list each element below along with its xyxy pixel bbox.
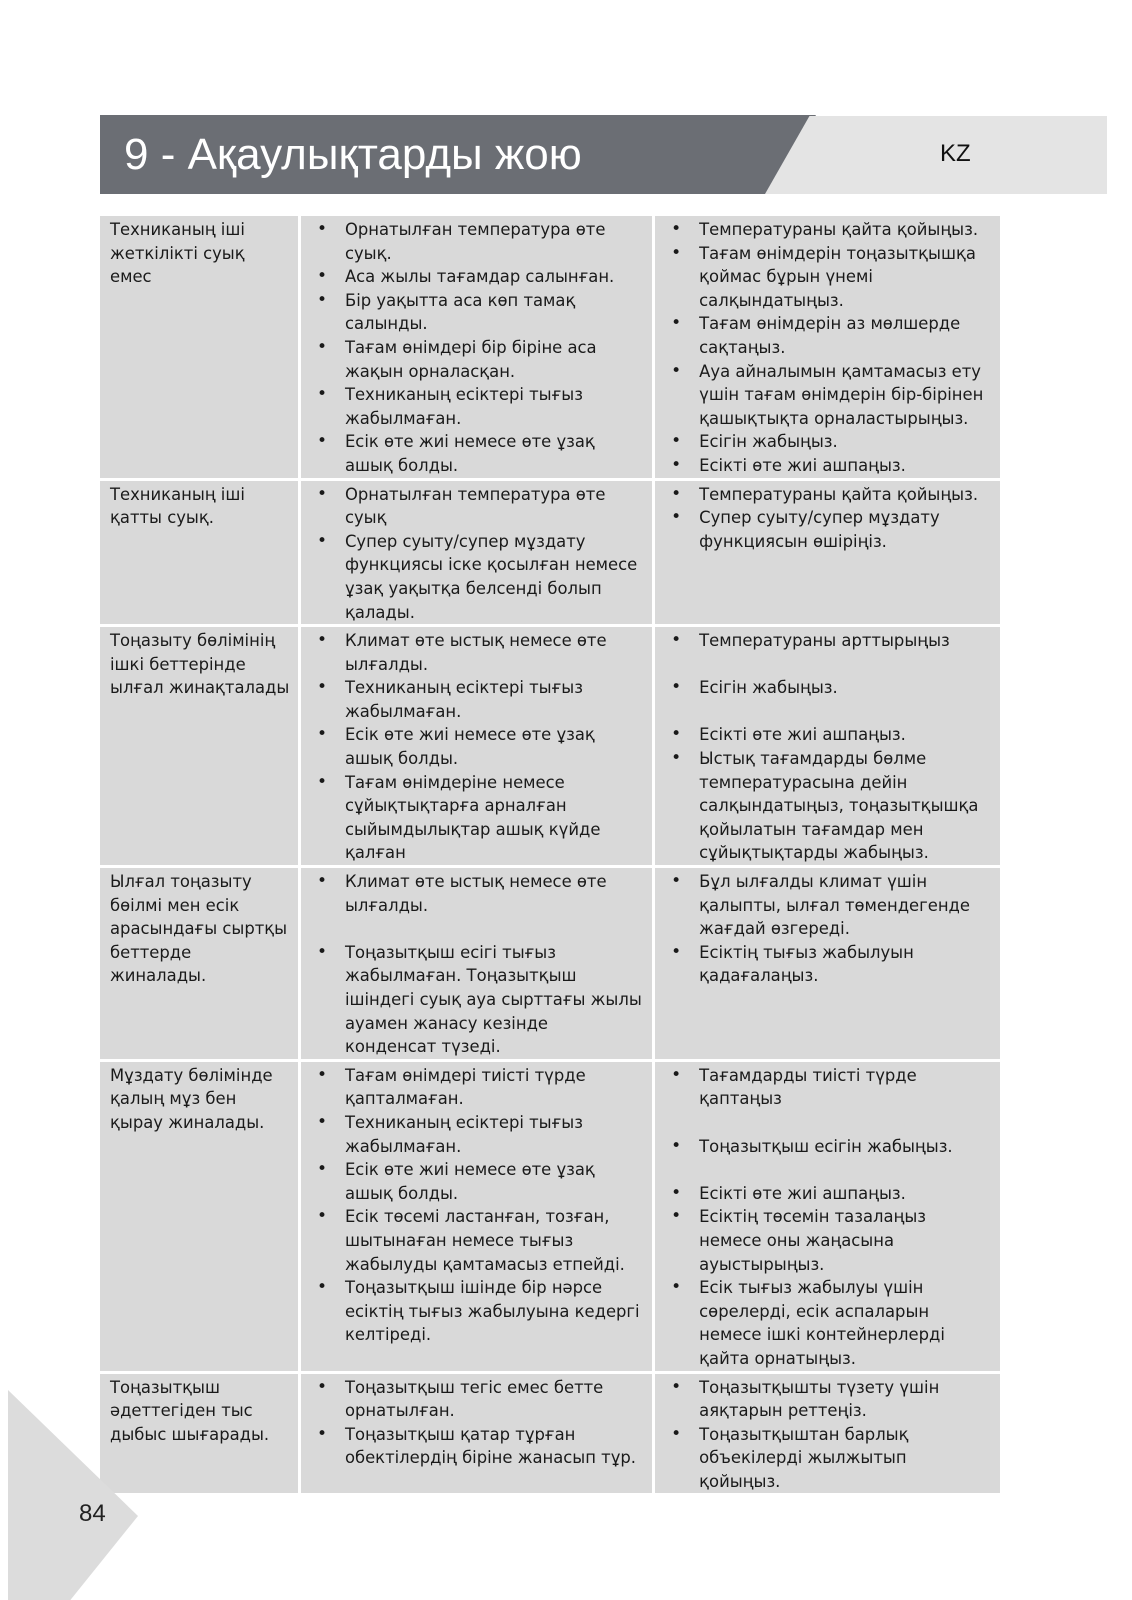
solution-cell [655, 1374, 1000, 1494]
solution-item: • Тоңазытқыштан барлық объекілерді жылжытып қойыңыз. [665, 1423, 992, 1494]
solution-list [665, 870, 992, 988]
problem-cell: Техниканың іші қатты суық. [100, 481, 298, 625]
table-row [100, 1374, 1000, 1494]
solution-item: • Есікті өте жиі ашпаңыз. [665, 454, 992, 478]
solution-item: • Бұл ылғалды климат үшін қалыпты, ылғал төмендегенде жағдай өзгереді. [665, 870, 992, 941]
cause-item: • Техниканың есіктері тығыз жабылмаған. [311, 383, 644, 430]
solution-item: • Тоңазытқыш есігін жабыңыз. [665, 1135, 992, 1159]
cause-item: • Есік өте жиі немесе өте ұзақ ашық болды. [311, 430, 644, 477]
cause-item: • Аса жылы тағамдар салынған. [311, 265, 644, 289]
solution-item: • Ыстық тағамдарды бөлме температурасына дейін салқындатыңыз, тоңазытқышқа қойылатын тағамдар мен сұйықтықтарды жабыңыз. [665, 747, 992, 865]
cause-item: • Тағам өнімдері тиісті түрде қапталмаған. [311, 1064, 644, 1111]
solution-item: • Супер суыту/супер мұздату функциясын өшіріңіз. [665, 506, 992, 553]
table-row [100, 216, 1000, 478]
cause-item: • Есік өте жиі немесе өте ұзақ ашық болды. [311, 1158, 644, 1205]
cause-item: • Орнатылған температура өте суық. [311, 218, 644, 265]
cause-list [311, 629, 644, 865]
troubleshooting-table [97, 213, 1003, 1496]
cause-item: • Тоңазытқыш тегіс емес бетте орнатылған. [311, 1376, 644, 1423]
cause-list [311, 870, 644, 1059]
cause-cell [301, 1374, 652, 1494]
cause-list [311, 483, 644, 625]
solution-item: • Температураны қайта қойыңыз. [665, 483, 992, 507]
solution-item: • Ауа айналымын қамтамасыз ету үшін тағам өнімдерін бір-бірінен қашықтықта орналастырыңыз. [665, 360, 992, 431]
solution-list [665, 218, 992, 478]
cause-list [311, 1064, 644, 1347]
solution-item: • Тағам өнімдерін тоңазытқышқа қоймас бұрын үнемі салқындатыңыз. [665, 242, 992, 313]
cause-item: • Техниканың есіктері тығыз жабылмаған. [311, 1111, 644, 1158]
solution-item: • Есік тығыз жабылуы үшін сөрелерді, есік аспаларын немесе ішкі контейнерлерді қайта орнатыңыз. [665, 1276, 992, 1370]
solution-item: • Есіктің тығыз жабылуын қадағалаңыз. [665, 941, 992, 988]
solution-list [665, 483, 992, 554]
cause-item: • Тағам өнімдері бір біріне аса жақын орналасқан. [311, 336, 644, 383]
solution-item: • Есікті өте жиі ашпаңыз. [665, 723, 992, 747]
cause-item: • Орнатылған температура өте суық [311, 483, 644, 530]
cause-item: • Тоңазытқыш есігі тығыз жабылмаған. Тоңазытқыш ішіндегі суық ауа сырттағы жылы ауамен жанасу кезінде конденсат түзеді. [311, 941, 644, 1059]
solution-list [665, 1376, 992, 1494]
cause-cell [301, 216, 652, 478]
solution-item: • Есігін жабыңыз. [665, 430, 992, 454]
solution-item: • Температураны арттырыңыз [665, 629, 992, 653]
cause-item: • Техниканың есіктері тығыз жабылмаған. [311, 676, 644, 723]
cause-cell [301, 481, 652, 625]
solution-item: • Тағам өнімдерін аз мөлшерде сақтаңыз. [665, 312, 992, 359]
solution-cell [655, 216, 1000, 478]
cause-list [311, 1376, 644, 1470]
cause-cell [301, 868, 652, 1059]
page-number: 84 [79, 1500, 106, 1527]
cause-item: • Бір уақытта аса көп тамақ салынды. [311, 289, 644, 336]
cause-item: • Есік төсемі ластанған, тозған, шытынаған немесе тығыз жабылуды қамтамасыз етпейді. [311, 1205, 644, 1276]
cause-item: • Тағам өнімдеріне немесе сұйықтықтарға арналған сыйымдылықтар ашық күйде қалған [311, 771, 644, 865]
solution-item: • Тоңазытқышты түзету үшін аяқтарын реттеңіз. [665, 1376, 992, 1423]
solution-item: • Тағамдарды тиісті түрде қаптаңыз [665, 1064, 992, 1111]
cause-cell [301, 1062, 652, 1371]
problem-cell: Мұздату бөлімінде қалың мұз бен қырау жиналады. [100, 1062, 298, 1371]
solution-cell [655, 1062, 1000, 1371]
solution-item: • Есікті өте жиі ашпаңыз. [665, 1182, 992, 1206]
table-row [100, 868, 1000, 1059]
solution-list [665, 629, 992, 865]
solution-cell [655, 481, 1000, 625]
cause-cell [301, 627, 652, 865]
problem-cell: Тоңазыту бөлімінің ішкі беттерінде ылғал жинақталады [100, 627, 298, 865]
cause-item: • Есік өте жиі немесе өте ұзақ ашық болды. [311, 723, 644, 770]
cause-list [311, 218, 644, 478]
solution-item: • Есігін жабыңыз. [665, 676, 992, 700]
cause-item: • Тоңазытқыш қатар тұрған обектілердің біріне жанасып тұр. [311, 1423, 644, 1470]
language-tab [765, 116, 1107, 194]
problem-cell: Техниканың іші жеткілікті суық емес [100, 216, 298, 478]
table-row [100, 627, 1000, 865]
cause-item: • Тоңазытқыш ішінде бір нәрсе есіктің тығыз жабылуына кедергі келтіреді. [311, 1276, 644, 1347]
solution-cell [655, 868, 1000, 1059]
problem-cell: Тоңазытқыш әдеттегіден тыс дыбыс шығарады. [100, 1374, 298, 1494]
cause-item: • Климат өте ыстық немесе өте ылғалды. [311, 629, 644, 676]
language-label: KZ [940, 140, 971, 167]
solution-cell [655, 627, 1000, 865]
table-row [100, 481, 1000, 625]
cause-item: • Супер суыту/супер мұздату функциясы іске қосылған немесе ұзақ уақытқа белсенді болып қалады. [311, 530, 644, 624]
solution-list [665, 1064, 992, 1371]
table-body [100, 216, 1000, 1493]
solution-item: • Температураны қайта қойыңыз. [665, 218, 992, 242]
problem-cell: Ылғал тоңазыту бөілмі мен есік арасындағы сыртқы беттерде жиналады. [100, 868, 298, 1059]
table-row [100, 1062, 1000, 1371]
chapter-title: 9 - Ақаулықтарды жою [124, 130, 582, 179]
solution-item: • Есіктің төсемін тазалаңыз немесе оны жаңасына ауыстырыңыз. [665, 1205, 992, 1276]
cause-item: • Климат өте ыстық немесе өте ылғалды. [311, 870, 644, 917]
